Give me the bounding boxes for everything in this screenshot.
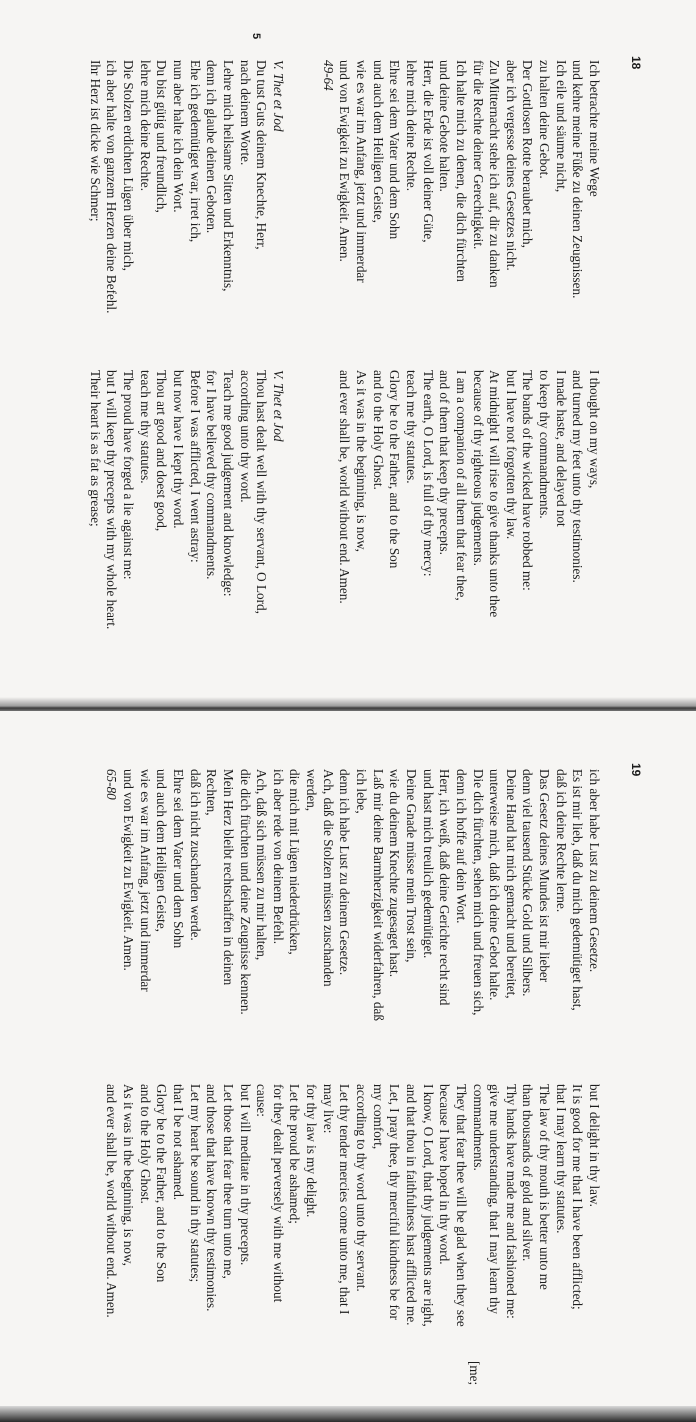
verse-line: Mein Herz bleibt rechtschaffen in deinen <box>220 769 236 986</box>
verse-line: Deine Gnade müsse mein Trost sein, <box>403 769 419 963</box>
verse-line: ich aber rede von deinem Befehl. <box>270 769 286 945</box>
verse-line: according unto thy word. <box>237 370 253 503</box>
verse-line: my comfort, <box>370 1084 386 1150</box>
verse-line: than thousands of gold and silver. <box>520 1084 536 1262</box>
verse-line: I thought on my ways, <box>587 370 602 489</box>
verse-line: Rechten, <box>204 769 220 816</box>
verse-line: und auch dem Heiligen Geiste, <box>154 769 170 932</box>
verse-line: and turned my feet unto thy testimonies. <box>570 370 586 583</box>
verse-line: die mich mit Lügen niederdrücken, <box>287 769 303 955</box>
verse-line: Herr, die Erde ist voll deiner Güte, <box>420 60 436 243</box>
section-heading: V. Thet et Jod <box>270 60 286 132</box>
verse-line: Ehe ich gedemütiget war, irret ich, <box>187 60 203 243</box>
verse-line: nun aber halte ich dein Wort. <box>170 60 186 213</box>
verse-line: daß ich nicht zuschanden werde. <box>187 769 203 941</box>
verse-line: because I have hoped in thy word. <box>437 1084 453 1265</box>
margin-note: [me; <box>467 1361 482 1386</box>
verse-line: Du bist gütig und freundlich, <box>154 60 170 213</box>
verse-line: and ever shall be, world without end. Amen. <box>104 1084 120 1318</box>
verse-line: Du tust Guts deinem Knechte, Herr, <box>254 60 270 250</box>
verse-line: They that fear thee will be glad when they see <box>453 1084 469 1327</box>
verse-line: The earth, O Lord, is full of thy mercy: <box>420 370 436 577</box>
verse-line: und kehre meine Füße zu deinen Zeugnissen. <box>570 60 586 299</box>
verse-line: und von Ewigkeit zu Ewigkeit. Amen. <box>337 60 353 262</box>
verse-line: Laß mir deine Barmherzigkeit widerfahren, daß <box>370 769 386 1021</box>
verse-line: Thou hast dealt well with thy servant, O Lord, <box>254 370 270 614</box>
verse-line: ich aber halte von ganzem Herzen deine Befehl. <box>104 60 120 314</box>
verse-line: denn ich glaube deinen Geboten. <box>204 60 220 234</box>
verse-line: lehre mich deine Rechte. <box>137 60 153 192</box>
verse-line: ich lebe, <box>354 769 370 814</box>
verse-line: I made haste, and delayed not <box>553 370 569 527</box>
verse-line: and to the Holy Ghost. <box>370 370 386 490</box>
verse-line: and of them that keep thy precepts. <box>437 370 453 555</box>
verse-line: unterweise mich, daß ich deine Gebot halte. <box>487 769 503 1001</box>
verse-line: give me understanding, that I may learn thy <box>487 1084 503 1314</box>
verse-line: aber ich vergesse deines Gesetzes nicht. <box>503 60 519 271</box>
verse-line: and that thou in faithfulness hast afflicted me. <box>403 1084 419 1326</box>
verse-line: Let, I pray thee, thy merciful kindness be for <box>387 1084 403 1320</box>
german-column <box>103 769 602 1021</box>
verse-line: to keep thy commandments. <box>537 370 553 519</box>
verse-line: Die dich fürchten, sehen mich und freuen sich, <box>470 769 486 1016</box>
verse-line: Let my heart be sound in thy statutes; <box>187 1084 203 1283</box>
verse-line: but I have not forgotten thy law. <box>503 370 519 540</box>
verse-line: werden, <box>304 769 320 812</box>
verse-line: Let the proud be ashamed; <box>287 1084 303 1224</box>
verse-line: that I be not ashamed. <box>170 1084 186 1201</box>
verse-line: teach me thy statutes. <box>403 370 419 484</box>
verse-line: Ihr Herz ist dicke wie Schmer; <box>87 60 103 222</box>
verse-line: As it was in the beginning, is now, <box>354 370 370 552</box>
verse-line: denn ich hoffe auf dein Wort. <box>453 769 469 924</box>
verse-line: At midnight I will rise to give thanks unto thee <box>487 370 503 618</box>
english-column <box>86 370 602 629</box>
section-heading: V. Thet et Jod <box>270 370 286 442</box>
verse-line: wie es war im Anfang, jetzt und immerdar <box>354 60 370 283</box>
verse-line: for they dealt perversely with me without <box>270 1084 286 1303</box>
verse-line: denn viel tausend Stücke Gold und Silbers. <box>520 769 536 997</box>
page-bottom-edge <box>0 1406 696 1422</box>
verse-line: according to thy word unto thy servant. <box>354 1084 370 1292</box>
verse-line: The proud have forged a lie against me: <box>121 370 137 580</box>
verse-line: but I delight in thy law. <box>587 1084 602 1207</box>
verse-line: denn ich habe Lust zu deinem Gesetze. <box>337 769 353 976</box>
page-number: 18 <box>629 56 643 70</box>
verse-line: cause: <box>254 1084 270 1117</box>
verse-line: Ehre sei dem Vater und dem Sohn <box>170 769 186 949</box>
page-18 <box>0 0 696 703</box>
verse-line: für die Rechte deiner Gerechtigkeit. <box>470 60 486 250</box>
verse-line: Ach, daß die Stolzen müssen zuschanden <box>320 769 336 987</box>
verse-line: Zu Mitternacht stehe ich auf, dir zu danken <box>487 60 503 288</box>
verse-line: It is good for me that I have been afflicted; <box>570 1084 586 1310</box>
verse-line: commandments. <box>470 1084 486 1171</box>
verse-line: because of thy righteous judgements. <box>470 370 486 566</box>
verse-line: wie du deinem Knechte zugesaget hast. <box>387 769 403 977</box>
section-number: 5 <box>250 33 262 40</box>
verse-line: Es ist mir lieb, daß du mich gedemütiget hast, <box>570 769 586 1011</box>
verse-line: I am a companion of all them that fear thee, <box>453 370 469 601</box>
verse-line: The bands of the wicked have robbed me: <box>520 370 536 591</box>
verse-line: Lehre mich heilsame Sitten und Erkenntnis, <box>220 60 236 292</box>
verse-line: The law of thy mouth is better unto me <box>537 1084 553 1290</box>
verse-line: Glory be to the Father, and to the Son <box>387 370 403 569</box>
verse-line: for I have believed thy commandments. <box>204 370 220 580</box>
verse-reference: 65-80 <box>104 769 120 800</box>
verse-line: for thy law is my delight. <box>304 1084 320 1218</box>
verse-line: lehre mich deine Rechte. <box>403 60 419 192</box>
verse-line: I know, O Lord, that thy judgements are right, <box>420 1084 436 1327</box>
verse-line: daß ich deine Rechte lerne. <box>553 769 569 913</box>
verse-line: und hast mich treulich gedemütiget. <box>420 769 436 959</box>
verse-line: Their heart is as fat as grease; <box>87 370 103 527</box>
verse-line: teach me thy statutes. <box>137 370 153 484</box>
verse-line: As it was in the beginning, is now, <box>121 1084 137 1266</box>
page-19 <box>0 711 696 1422</box>
verse-line: und auch dem Heiligen Geiste, <box>370 60 386 223</box>
verse-line: Deine Hand hat mich gemacht und bereitet, <box>503 769 519 999</box>
verse-line: Herr, ich weiß, daß deine Gerichte recht sind <box>437 769 453 1006</box>
verse-line: Ach, daß sich müssen zu mir halten, <box>254 769 270 961</box>
verse-line: Glory be to the Father, and to the Son <box>154 1084 170 1283</box>
verse-line: und deine Gebote halten. <box>437 60 453 192</box>
verse-line: ich aber habe Lust zu deinem Gesetze. <box>587 769 602 973</box>
verse-line: Let those that fear thee turn unto me, <box>220 1084 236 1279</box>
german-column <box>86 60 602 313</box>
verse-line: and those that have known thy testimonies. <box>204 1084 220 1312</box>
verse-line: Das Gesetz deines Mundes ist mir lieber <box>537 769 553 983</box>
verse-line: Teach me good judgement and knowledge: <box>220 370 236 597</box>
verse-line: but now have I kept thy word. <box>170 370 186 529</box>
verse-line: may live: <box>320 1084 336 1134</box>
verse-line: zu halten deine Gebot. <box>537 60 553 179</box>
verse-line: Ich halte mich zu denen, die dich fürchten <box>453 60 469 282</box>
verse-line: Ich betrachte meine Wege <box>587 60 602 197</box>
verse-line: Die Stolzen erdichten Lügen über mich, <box>121 60 137 271</box>
verse-line: Thou art good and doest good, <box>154 370 170 532</box>
verse-line: Thy hands have made me and fashioned me: <box>503 1084 519 1319</box>
verse-line: Ich eile und säume nicht, <box>553 60 569 193</box>
verse-line: Before I was afflicted, I went astray: <box>187 370 203 563</box>
verse-line: but I will meditate in thy precepts. <box>237 1084 253 1266</box>
verse-line: Let thy tender mercies come unto me, that I <box>337 1084 353 1315</box>
verse-line: and to the Holy Ghost. <box>137 1084 153 1204</box>
english-column <box>103 1084 602 1327</box>
verse-line: nach deinem Worte. <box>237 60 253 166</box>
verse-reference: 49-64 <box>320 60 336 91</box>
page-number: 19 <box>629 763 643 777</box>
verse-line: but I will keep thy precepts with my whole heart. <box>104 370 120 630</box>
verse-line: wie es war im Anfang, jetzt und immerdar <box>137 769 153 992</box>
verse-line: Der Gottlosen Rotte beraubet mich, <box>520 60 536 248</box>
verse-line: and ever shall be, world without end. Amen. <box>337 370 353 604</box>
verse-line: die dich fürchten und deine Zeugnisse kennen. <box>237 769 253 1015</box>
verse-line: Ehre sei dem Vater und dem Sohn <box>387 60 403 240</box>
verse-line: und von Ewigkeit zu Ewigkeit. Amen. <box>121 769 137 971</box>
verse-line: that I may learn thy statutes. <box>553 1084 569 1234</box>
